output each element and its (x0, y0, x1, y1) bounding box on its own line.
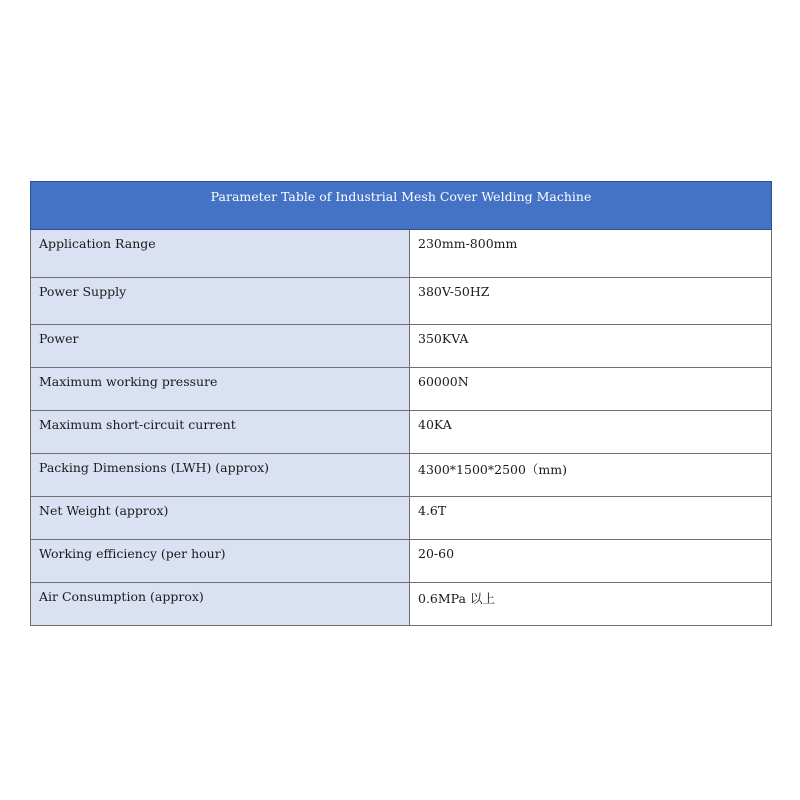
row-value-net-weight: 4.6T (410, 497, 772, 540)
table-row (31, 540, 772, 583)
table-row (31, 454, 772, 497)
table-row (31, 325, 772, 368)
row-label-power-supply: Power Supply (31, 278, 410, 325)
row-value-air-consumption: 0.6MPa 以上 (410, 583, 772, 626)
row-value-max-short-circuit-current: 40KA (410, 411, 772, 454)
row-label-power: Power (31, 325, 410, 368)
table-row (31, 497, 772, 540)
row-value-working-efficiency: 20-60 (410, 540, 772, 583)
row-label-max-working-pressure: Maximum working pressure (31, 368, 410, 411)
row-label-air-consumption: Air Consumption (approx) (31, 583, 410, 626)
row-value-packing-dimensions: 4300*1500*2500（mm) (410, 454, 772, 497)
table-row (31, 583, 772, 626)
row-value-power-supply: 380V-50HZ (410, 278, 772, 325)
table-row (31, 411, 772, 454)
row-label-packing-dimensions: Packing Dimensions (LWH) (approx) (31, 454, 410, 497)
row-label-working-efficiency: Working efficiency (per hour) (31, 540, 410, 583)
table-row (31, 230, 772, 278)
row-label-application-range: Application Range (31, 230, 410, 278)
table-row (31, 368, 772, 411)
row-value-max-working-pressure: 60000N (410, 368, 772, 411)
parameter-table (30, 181, 772, 626)
table-row (31, 278, 772, 325)
row-label-max-short-circuit-current: Maximum short-circuit current (31, 411, 410, 454)
table-header-row (31, 182, 772, 230)
row-value-power: 350KVA (410, 325, 772, 368)
table-title: Parameter Table of Industrial Mesh Cover Welding Machine (31, 182, 772, 230)
row-label-net-weight: Net Weight (approx) (31, 497, 410, 540)
row-value-application-range: 230mm-800mm (410, 230, 772, 278)
